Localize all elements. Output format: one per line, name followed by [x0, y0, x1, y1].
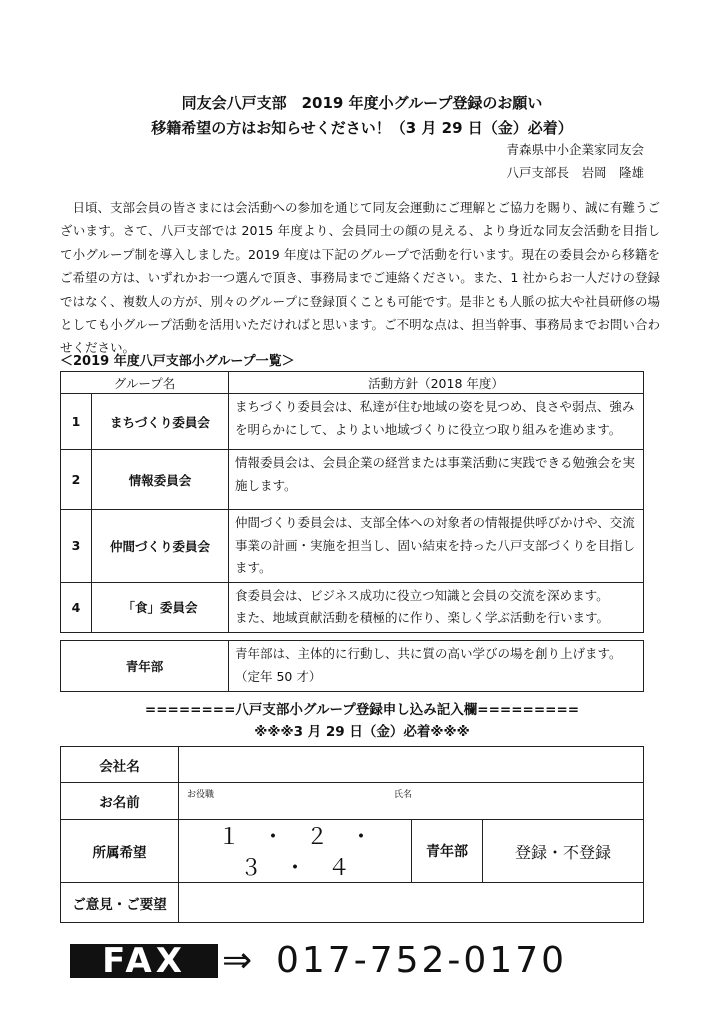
table-row — [61, 394, 644, 450]
document-title: 同友会八戸支部 2019 年度小グループ登録のお願い — [181, 94, 543, 112]
register-option[interactable]: 登録・不登録 — [483, 820, 644, 883]
column-group-name: グループ名 — [61, 372, 229, 394]
group-name: 仲間づくり委員会 — [92, 510, 229, 583]
form-row — [61, 783, 644, 820]
table-row — [61, 641, 644, 692]
intro-paragraph: 日頃、支部会員の皆さまには会活動への参加を通じて同友会運動にご理解とご協力を賜り、誠に有難うございます。さて、八戸支部では 2015 年度より、会員同士の顔の見える、より身近な同友会活動を目指して小グループ制を導入しました。2019 年度は下記のグループで活動を行います。現在の委員会から移籍をご希望の方は、いずれかお一つ選んで頂き、事務局までご連絡ください。また、1 社からお一人だけの登録ではなく、複数人の方が、別々のグループに登録頂くことも可能です。是非とも人脈の拡大や社員研修の場としても小グループ活動を活用いただければと思います。ご不明な点は、担当幹事、事務局までお問い合わせください。 — [60, 200, 661, 356]
group-table — [60, 371, 644, 633]
group-description: まちづくり委員会は、私達が住む地域の姿を見つめ、良さや弱点、強みを明らかにして、よりよい地域づくりに役立つ取り組みを進めます。 — [229, 394, 644, 450]
table-row — [61, 510, 644, 583]
table-row — [61, 450, 644, 510]
group-description-line: また、地域貢献活動を積極的に作り、楽しく学ぶ活動を行います。 — [235, 610, 610, 625]
group-preference-label: 所属希望 — [61, 820, 179, 883]
group-description: 仲間づくり委員会は、支部全体への対象者の情報提供呼びかけや、交流事業の計画・実施を担当し、固い結束を持った八戸支部づくりを目指します。 — [229, 510, 644, 583]
column-policy: 活動方針（2018 年度） — [229, 372, 644, 394]
youth-description — [229, 641, 644, 692]
group-list-heading: ＜2019 年度八戸支部小グループ一覧＞ — [60, 354, 295, 369]
row-number: 3 — [61, 510, 92, 583]
comments-label: ご意見・ご要望 — [61, 883, 179, 923]
group-name: まちづくり委員会 — [92, 394, 229, 450]
youth-name: 青年部 — [61, 641, 229, 692]
youth-option[interactable]: 青年部 — [412, 820, 483, 883]
group-name: 「食」委員会 — [92, 582, 229, 632]
form-row — [61, 820, 644, 883]
row-number: 2 — [61, 450, 92, 510]
group-choices[interactable]: １ ・ ２ ・ ３ ・ ４ — [179, 820, 412, 883]
name-hint: 氏名 — [394, 790, 413, 800]
form-deadline: ※※※3 月 29 日（金）必着※※※ — [254, 724, 470, 740]
youth-description-line: 青年部は、主体的に行動し、共に質の高い学びの場を創り上げます。 — [235, 646, 622, 661]
fax-label: FAX — [70, 944, 218, 978]
row-number: 4 — [61, 582, 92, 632]
company-label: 会社名 — [61, 747, 179, 783]
form-row — [61, 747, 644, 783]
form-header: ========八戸支部小グループ登録申し込み記入欄========= — [144, 702, 580, 718]
comments-field[interactable] — [179, 883, 644, 923]
table-row — [61, 582, 644, 632]
organization: 青森県中小企業家同友会 — [506, 142, 644, 157]
name-field[interactable] — [179, 783, 644, 820]
group-description: 情報委員会は、会員企業の経営または事業活動に実践できる勉強会を実施します。 — [229, 450, 644, 510]
youth-table — [60, 640, 644, 692]
fax-number: 017-752-0170 — [276, 940, 568, 981]
row-number: 1 — [61, 394, 92, 450]
group-name: 情報委員会 — [92, 450, 229, 510]
arrow-icon: ⇒ — [222, 940, 253, 981]
group-description — [229, 582, 644, 632]
position-hint: お役職 — [187, 790, 215, 800]
youth-note: （定年 50 才） — [235, 668, 322, 684]
company-field[interactable] — [179, 747, 644, 783]
name-label: お名前 — [61, 783, 179, 820]
sender: 八戸支部長 岩岡 隆雄 — [506, 165, 644, 180]
form-row — [61, 883, 644, 923]
group-description-line: 食委員会は、ビジネス成功に役立つ知識と会員の交流を深めます。 — [235, 587, 609, 603]
registration-form — [60, 746, 644, 923]
document-subtitle: 移籍希望の方はお知らせください！（3 月 29 日（金）必着） — [151, 119, 573, 137]
